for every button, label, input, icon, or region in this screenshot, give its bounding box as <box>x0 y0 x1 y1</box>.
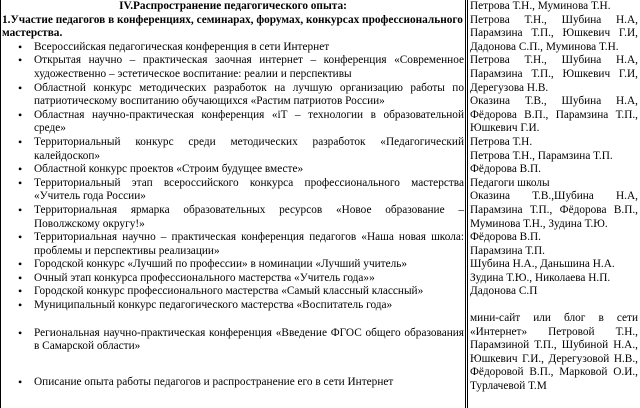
participants-entry: Оказина Т.В., Шубина Н.А, Фёдорова В.П., Парамзина Т.П., Юшкевич Г.И. <box>470 95 638 135</box>
participants-entry: Петрова Т.Н., Парамзина Т.П. <box>470 149 613 162</box>
participants-column <box>470 0 638 394</box>
participants-entry: Парамзина Т.П. <box>470 244 545 257</box>
list-item: • Территориальный этап всероссийского конкурса профессионального мастерства «Учитель года России» <box>2 177 464 204</box>
list-item: • Всероссийская педагогическая конференция в сети Интернет <box>2 41 464 55</box>
participants-entry: Петрова Т.Н. <box>470 135 533 148</box>
participants-entry: Педагоги школы <box>470 176 550 189</box>
table-column-divider-inner <box>467 0 468 408</box>
list-item: • Территориальная ярмарка образовательных ресурсов «Новое образование – Поволжскому округу!» <box>2 204 464 231</box>
table-column-divider <box>465 0 466 408</box>
participants-entry: Фёдорова В.П. <box>470 163 541 176</box>
participants-entry: мини-сайт или блог в сети «Интернет» Петровой Т.Н., Парамзиной Т.П., Шубиной Н.А., Юшкевич Г.И., Дерегузовой Н.В., Фёдоровой В.П., Марковой О.И., Турлачевой Т.М <box>470 312 638 393</box>
list-item: • Очный этап конкурса профессионального мастерства «Учитель года»» <box>2 272 464 286</box>
section-heading: IV.Распространение педагогического опыта: <box>119 0 347 12</box>
list-item: • Областной конкурс методических разработок на лучшую организацию работы по патриотическому воспитанию обучающихся «Растим патриотов России» <box>2 82 464 109</box>
events-column <box>2 0 464 389</box>
participants-entry: Петрова Т.Н., Шубина Н.А, Парамзина Т.П., Юшкевич Г.И, Дадонова С.П., Муминова Т.Н. <box>470 13 638 53</box>
list-item: • Областной конкурс проектов «Строим будущее вместе» <box>2 163 464 177</box>
participants-entry: Петрова Т.Н., Муминова Т.Н. <box>470 0 611 12</box>
list-item: • Региональная научно-практическая конференция «Введение ФГОС общего образования в Самарской области» <box>2 327 464 354</box>
list-item: • Муниципальный конкурс педагогического мастерства «Воспитатель года» <box>2 299 464 313</box>
list-item: • Описание опыта работы педагогов и распространение его в сети Интернет <box>2 376 464 390</box>
list-item: • Городской конкурс «Лучший по профессии» в номинации «Лучший учитель» <box>2 258 464 272</box>
list-item: • Областная научно-практическая конференция «iT – технологии в образовательной среде» <box>2 109 464 136</box>
table-border-left <box>0 0 1 408</box>
participants-entry: Шубина Н.А., Даньшина Н.А. <box>470 258 615 271</box>
list-item: • Городской конкурс профессионального мастерства «Самый классный классный» <box>2 285 464 299</box>
participants-entry: Дадонова С.П <box>470 285 538 298</box>
participants-entry: Фёдорова В.П. <box>470 231 541 244</box>
participants-entry: Зудина Т.Ю., Николаева Н.П. <box>470 271 611 284</box>
list-item: • Территориальный конкурс среди методических разработок «Педагогический калейдоскоп» <box>2 136 464 163</box>
list-item: • Территориальная научно – практическая конференция педагогов «Наша новая школа: проблемы и перспективы реализации» <box>2 231 464 258</box>
section-subheading: 1.Участие педагогов в конференциях, семинарах, форумах, конкурсах профессионального мастерства. <box>2 13 463 40</box>
events-list <box>2 41 464 390</box>
participants-entry: Петрова Т.Н., Шубина Н.А, Парамзина Т.П., Юшкевич Г.И, Дерегузова Н.В. <box>470 54 638 94</box>
list-item: • Открытая научно – практическая заочная интернет – конференция «Современное художественно – эстетическое воспитание: реалии и перспективы <box>2 54 464 81</box>
participants-entry: Оказина Т.В.,Шубина Н.А, Парамзина Т.П., Фёдорова В.П., Муминова Т.Н., Зудина Т.Ю. <box>470 190 638 230</box>
